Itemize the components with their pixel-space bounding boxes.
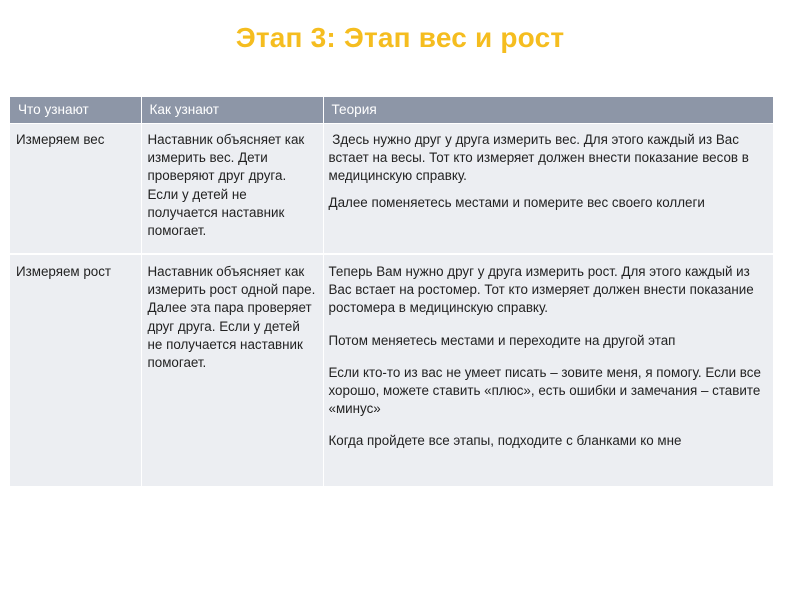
table-row-weight	[10, 124, 773, 255]
cell-theory	[323, 254, 773, 487]
cell-theory	[323, 124, 773, 255]
theory-paragraph: Когда пройдете все этапы, подходите с бланками ко мне	[328, 433, 682, 449]
page-title: Этап 3: Этап вес и рост	[235, 22, 565, 53]
cell-how: Наставник объясняет как измерить рост одной паре. Далее эта пара проверяет друг друга. Если у детей не получается наставник помогает.	[141, 254, 323, 487]
theory-paragraph: Потом меняетесь местами и переходите на другой этап	[328, 332, 676, 348]
table-header-row	[10, 97, 773, 124]
table-row-height	[10, 254, 773, 487]
theory-paragraph: Здесь нужно друг у друга измерить вес. Для этого каждый из Вас встает на весы. Тот кто измеряет должен внести показание весов в медицинскую справку.	[328, 132, 753, 184]
stage-table	[10, 97, 774, 488]
theory-paragraph: Если кто-то из вас не умеет писать – зовите меня, я помогу. Если все хорошо, можете ставить «плюс», есть ошибки и замечания – ставите «минус»	[328, 364, 761, 417]
cell-how: Наставник объясняет как измерить вес. Дети проверяют друг друга. Если у детей не получается наставник помогает.	[141, 124, 323, 255]
cell-what: Измеряем вес	[10, 124, 141, 255]
header-what: Что узнают	[10, 97, 141, 124]
theory-paragraph: Теперь Вам нужно друг у друга измерить рост. Для этого каждый из Вас встает на ростомер. Тот кто измеряет должен внести показание ростомера в медицинскую справку.	[328, 264, 754, 316]
cell-what: Измеряем рост	[10, 254, 141, 487]
header-theory: Теория	[323, 97, 773, 124]
header-how: Как узнают	[141, 97, 323, 124]
theory-paragraph: Далее поменяетесь местами и померите вес своего коллеги	[328, 194, 705, 210]
